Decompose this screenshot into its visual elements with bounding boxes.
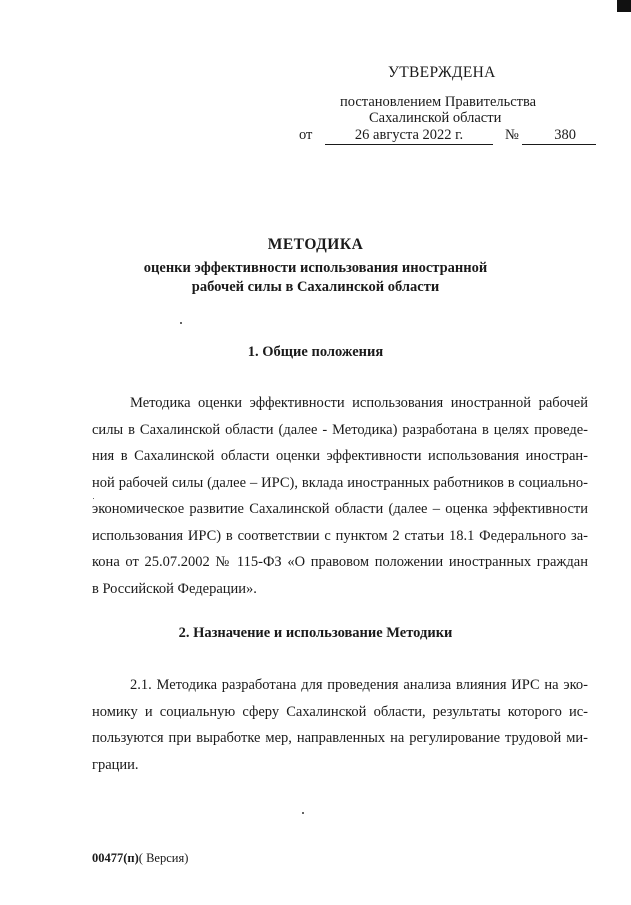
paragraph-line: номику и социальную сферу Сахалинской области, результаты которого ис- [92,703,588,720]
paragraph-line: грации. [92,756,139,773]
approval-stamp: УТВЕРЖДЕНА [388,64,496,81]
approval-region-line: Сахалинской области [369,110,502,126]
paragraph-line: экономическое развитие Сахалинской области (далее – оценка эффективности [92,501,588,517]
form-code [92,851,188,866]
date-label: от [299,127,313,143]
approval-number: 380 [522,127,596,145]
document-title: МЕТОДИКА [267,236,364,253]
document-subtitle-line-2: рабочей силы в Сахалинской области [191,279,440,295]
number-label: № [505,127,519,143]
section-2-paragraph [92,672,588,778]
scan-speck [302,812,304,814]
paragraph-line: Методика оценки эффективности использования иностранной рабочей [130,395,588,411]
section-1-heading: 1. Общие положения [247,344,384,360]
form-version-label: ( Версия) [138,851,189,865]
paragraph-line: пользуются при выработке мер, направленных на регулирование трудовой ми- [92,730,588,746]
paragraph-line: ной рабочей силы (далее – ИРС), вклада иностранных работников в социально- [92,474,588,491]
approval-decree-line: постановлением Правительства [340,94,537,110]
scan-speck [180,322,182,324]
paragraph-line: в Российской Федерации». [92,580,257,597]
document-subtitle-line-1: оценки эффективности использования иностранной [143,260,488,276]
approval-date: 26 августа 2022 г. [325,127,493,145]
section-1-paragraph [92,390,588,602]
paragraph-line: 2.1. Методика разработана для проведения анализа влияния ИРС на эко- [130,677,588,693]
form-code-number: 00477(п) [92,851,139,865]
section-2-heading: 2. Назначение и использование Методики [178,625,453,641]
scan-corner-mark [617,0,631,12]
paragraph-line: кона от 25.07.2002 № 115-ФЗ «О правовом положении иностранных граждан [92,554,588,570]
paragraph-line: использования ИРС) в соответствии с пунктом 2 статьи 18.1 Федерального за- [92,527,588,544]
paragraph-line: ния в Сахалинской области оценки эффективности использования иностран- [92,448,588,464]
paragraph-line: силы в Сахалинской области (далее - Методика) разработана в целях проведе- [92,421,588,438]
scan-speck [93,498,94,499]
